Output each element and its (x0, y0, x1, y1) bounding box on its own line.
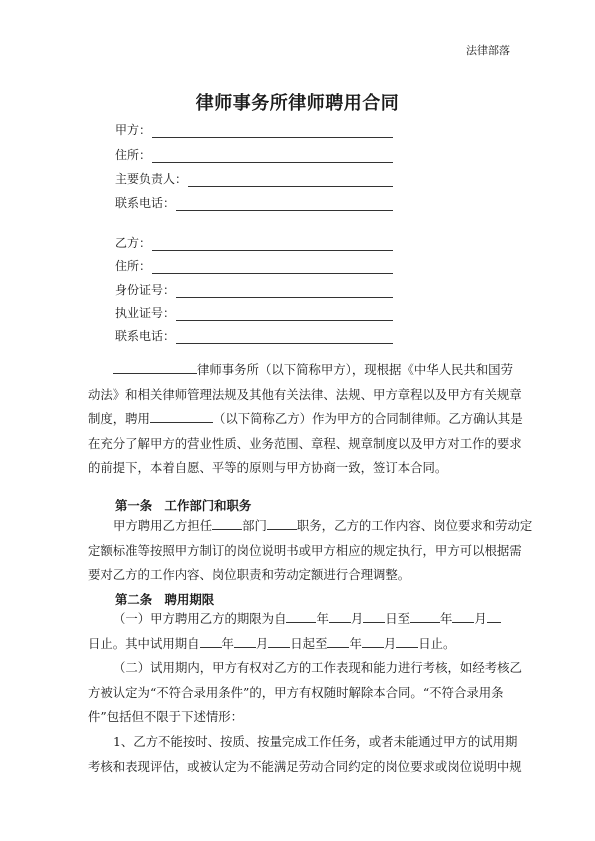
article-1-line-1-c: 职务，乙方的工作内容、岗位要求和劳动定 (296, 518, 533, 533)
intro-line-4: 在充分了解甲方的营业性质、业务范围、章程、规章制度以及甲方对工作的要求 (88, 435, 522, 451)
article-2-heading: 第二条 聘用期限 (115, 592, 215, 607)
term-end-day-blank[interactable] (487, 610, 501, 623)
probation-end-month-blank[interactable] (362, 635, 384, 648)
term-start-month-blank[interactable] (329, 610, 351, 623)
probation-text-a: 日止。其中试用期自 (88, 635, 200, 651)
position-blank[interactable] (267, 517, 297, 530)
intro-line-3 (88, 407, 523, 432)
probation-end-year-blank[interactable] (327, 635, 349, 648)
party-a-head-field[interactable] (115, 169, 393, 187)
intro-line-3-after: （以下简称乙方）作为甲方的合同制律师。乙方确认其是 (212, 411, 523, 427)
party-b-id-field[interactable] (115, 280, 393, 298)
party-b-name-label: 乙方： (115, 236, 152, 250)
party-b-license-field[interactable] (115, 303, 393, 321)
party-b-address-label: 住所： (115, 259, 152, 273)
probation-start-day-blank[interactable] (268, 635, 290, 648)
party-a-name-field[interactable] (115, 120, 393, 138)
party-b-phone-line[interactable] (176, 331, 393, 344)
party-a-address-label: 住所： (115, 148, 152, 162)
term-start-year-blank[interactable] (286, 610, 316, 623)
article-2-probation-line-3: 件”包括但不限于下述情形： (88, 709, 244, 725)
article-2-probation-line-1 (88, 656, 522, 681)
party-b-address-line[interactable] (152, 261, 393, 274)
document-title: 律师事务所律师聘用合同 (195, 93, 400, 114)
intro-line-1 (88, 358, 513, 383)
probation-clause-line-1: （二）试用期内，甲方有权对乙方的工作表现和能力进行考核，如经考核乙 (113, 660, 522, 676)
probation-start-month-blank[interactable] (234, 635, 256, 648)
party-a-name-label: 甲方： (115, 123, 152, 137)
article-1-line-1-a: 甲方聘用乙方担任 (113, 518, 213, 533)
probation-text-e: 年 (349, 635, 362, 651)
article-2-term-line-1 (88, 607, 508, 632)
department-blank[interactable] (212, 517, 242, 530)
probation-text-b: 年 (221, 635, 234, 651)
term-start-day-blank[interactable] (363, 610, 385, 623)
party-a-head-label: 主要负责人： (115, 172, 188, 186)
article-1-heading: 第一条 工作部门和职务 (115, 498, 252, 513)
party-a-address-field[interactable] (115, 145, 393, 163)
party-a-phone-label: 联系电话： (115, 196, 176, 210)
term-text-f: 月 (474, 611, 487, 626)
hired-lawyer-blank[interactable] (150, 410, 213, 423)
term-text-c: 月 (350, 611, 364, 626)
party-b-license-line[interactable] (176, 308, 393, 321)
term-end-month-blank[interactable] (452, 610, 474, 623)
party-a-phone-field[interactable] (115, 193, 393, 211)
article-2-body (88, 607, 522, 779)
intro-line-1-text: 律师事务所（以下简称甲方），现根据《中华人民共和国劳 (197, 362, 513, 377)
probation-text-f: 月 (383, 635, 397, 651)
item-1-line-1-text: 1、乙方不能按时、按质、按量完成工作任务，或者未能通过甲方的试用期 (113, 733, 518, 749)
party-a-name-line[interactable] (152, 125, 393, 138)
party-a-address-line[interactable] (152, 150, 393, 163)
party-b-id-label: 身份证号： (115, 283, 176, 297)
article-1-line-1 (88, 514, 533, 539)
term-text-a: （一）甲方聘用乙方的期限为自 (113, 611, 287, 626)
intro-line-5: 的前提下，本着自愿、平等的原则与甲方协商一致，签订本合同。 (88, 460, 448, 476)
intro-paragraph (88, 358, 523, 481)
article-1-body (88, 514, 533, 588)
party-b-name-field[interactable] (115, 233, 393, 251)
article-2-item-1-line-2: 考核和表现评估，或被认定为不能满足劳动合同约定的岗位要求或岗位说明中规 (88, 758, 522, 774)
party-b-phone-label: 联系电话： (115, 329, 176, 343)
party-b-id-line[interactable] (176, 285, 393, 298)
party-a-head-line[interactable] (188, 174, 393, 187)
probation-text-c: 月 (255, 635, 269, 651)
article-1-line-1-b: 部门 (242, 518, 267, 533)
probation-end-day-blank[interactable] (396, 635, 418, 648)
party-b-license-label: 执业证号： (115, 306, 176, 320)
party-a-phone-line[interactable] (176, 198, 393, 211)
article-1-line-3: 要对乙方的工作内容、岗位职责和劳动定额进行合理调整。 (88, 567, 411, 583)
article-2-item-1-line-1 (88, 730, 518, 755)
term-text-b: 年 (316, 611, 329, 626)
probation-text-d: 日起至 (290, 635, 328, 651)
term-end-year-blank[interactable] (410, 610, 440, 623)
term-text-e: 年 (440, 611, 453, 626)
party-b-name-line[interactable] (152, 238, 393, 251)
term-text-d: 日至 (385, 611, 411, 626)
firm-name-blank[interactable] (113, 361, 197, 374)
party-b-address-field[interactable] (115, 256, 393, 274)
article-1-line-2: 定额标准等按照甲方制订的岗位说明书或甲方相应的规定执行，甲方可以根据需 (88, 542, 522, 558)
article-2-probation-line-2: 方被认定为“不符合录用条件”的，甲方有权随时解除本合同。“不符合录用条 (88, 684, 504, 700)
party-b-phone-field[interactable] (115, 326, 393, 344)
probation-text-g: 日止。 (418, 635, 456, 651)
probation-start-year-blank[interactable] (200, 635, 222, 648)
header-tag: 法律部落 (466, 44, 510, 57)
intro-line-3-before: 制度，聘用 (88, 411, 150, 427)
article-2-term-line-2 (88, 632, 508, 657)
intro-line-2: 动法》和相关律师管理法规及其他有关法律、法规、甲方章程以及甲方有关规章 (88, 386, 522, 402)
